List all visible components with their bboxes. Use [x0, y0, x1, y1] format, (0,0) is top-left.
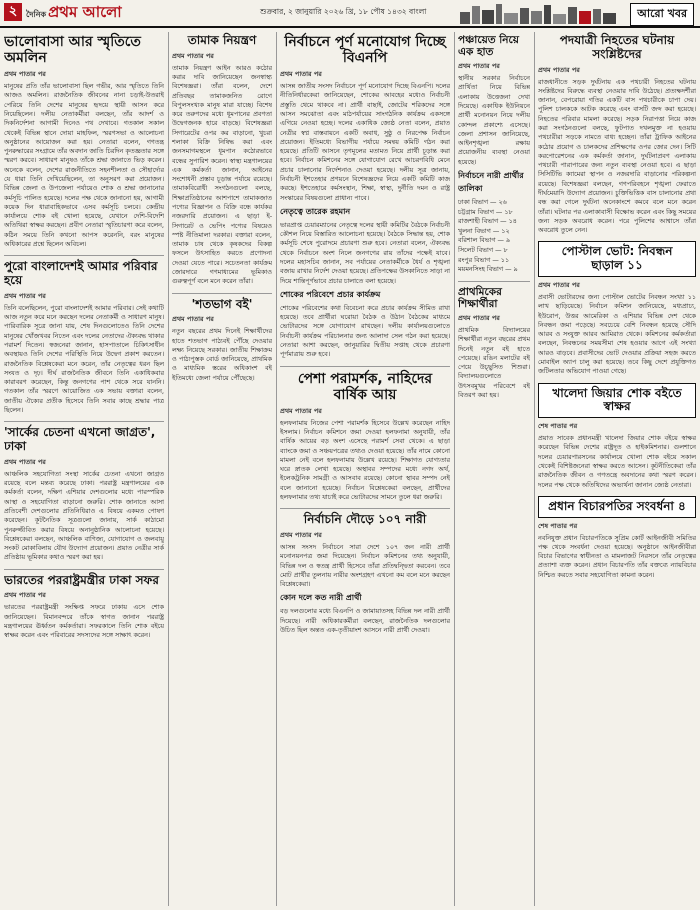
logo-prefix: দৈনিক	[26, 10, 47, 19]
headline[interactable]: পুরো বাংলাদেশই আমার পরিবার হয়ে	[4, 259, 158, 288]
headline[interactable]: ভারতের পররাষ্ট্রমন্ত্রীর ঢাকা সফর	[4, 572, 159, 587]
story-8	[280, 371, 450, 503]
byline: প্রথম পাতার পর	[4, 70, 46, 79]
masthead	[0, 0, 700, 28]
headline[interactable]: 'শতভাগ বই'	[191, 296, 253, 311]
byline: প্রথম পাতার পর	[538, 65, 580, 74]
story-body-3: শোকের পরিবেশের কথা বিবেচনা করে প্রচার কার্যক্রম সীমিত রাখা হয়েছে। তবে প্রার্থীরা ঘরোয়া বৈঠক ও উঠান বৈঠকের মাধ্যমে ভোটারদের সঙ্গে যোগাযোগ রাখছেন। দলীয় কার্যালয়গুলোতে নির্বাচনী কার্যক্রম পরিচালনার জন্য আলাদা সেল গঠন করা হয়েছে। নেতারা আশা করছেন, জানুয়ারির দ্বিতীয় সপ্তাহ থেকে প্রচারণা পূর্ণমাত্রায় শুরু হবে।	[280, 303, 450, 359]
story-body: তিনি বলেছিলেন, পুরো বাংলাদেশই আমার পরিবার। সেই কথাটি আজ নতুন করে মনে করছেন দলের নেতাকর্মী ও সাধারণ মানুষ। পারিবারিক সূত্রে জানা যায়, শেষ দিনগুলোতেও তিনি দেশের মানুষের খোঁজখবর নিতেন এবং দলের নেতাদের ঐক্যবদ্ধ থাকার পরামর্শ দিতেন। স্বজনেরা জানান, হাসপাতালে চিকিৎসাধীন অবস্থায়ও তিনি দেশের পরিস্থিতি নিয়ে উদ্বেগ প্রকাশ করতেন। রাজনৈতিক বিশ্লেষকেরা মনে করেন, তাঁর নেতৃত্বের ধরন ছিল সংযত ও দৃঢ়। দীর্ঘ রাজনৈতিক জীবনে তিনি একাধিকবার কারাবরণ করেছেন, কিন্তু জনগণের পাশ থেকে সরে যাননি। গতকাল তাঁর স্মরণে আয়োজিত এক সভায় বক্তারা বলেন, জাতীয় ঐক্যের প্রতীক হিসেবে তিনি সবার কাছে শ্রদ্ধার পাত্র ছিলেন।	[4, 303, 164, 414]
headline[interactable]: প্রাথমিকের শিক্ষার্থীরা	[458, 285, 502, 310]
story-body: রাজধানীতে সড়ক দুর্ঘটনায় এক পথচারী নিহতের ঘটনায় সংশ্লিষ্টদের বিরুদ্ধে ব্যবস্থা নেওয়ার দাবি উঠেছে। প্রত্যক্ষদর্শীরা জানান, বেপরোয়া গতির একটি বাস পথচারীকে চাপা দেয়। পুলিশ চালককে আটক করেছে এবং বাসটি জব্দ করা হয়েছে। নিহতের পরিবার মামলা করেছে। সড়ক নিরাপত্তা নিয়ে কাজ করা সংগঠনগুলো বলছে, ফুটপাত দখলমুক্ত না হওয়ায় পথচারীরা সড়কে নামতে বাধ্য হচ্ছেন। তাঁরা ট্রাফিক আইনের কঠোর প্রয়োগ ও চালকদের প্রশিক্ষণের ওপর জোর দেন। সিটি করপোরেশনের এক কর্মকর্তা জানান, দুর্ঘটনাপ্রবণ এলাকায় পথচারী পারাপারের জন্য নতুন ব্যবস্থা নেওয়া হবে। এ ছাড়া সিসিটিভি ক্যামেরা স্থাপন ও নজরদারি বাড়ানোর পরিকল্পনা রয়েছে। বিশেষজ্ঞরা বলছেন, গণপরিবহনে শৃঙ্খলা ফেরাতে দীর্ঘমেয়াদি উদ্যোগ প্রয়োজন। চুক্তিভিত্তিক বাস চালানোর প্রথা বন্ধ করা গেলে দুর্ঘটনা অনেকাংশে কমবে বলে মনে করেন তাঁরা। ঘটনার পর এলাকাবাসী বিক্ষোভ করেন এবং কিছু সময়ের জন্য সড়ক অবরোধ করেন। পরে পুলিশের আশ্বাসে তাঁরা অবরোধ তুলে নেন।	[538, 77, 696, 235]
byline: প্রথম পাতার পর	[4, 591, 46, 600]
divider	[172, 293, 272, 294]
subheading: কোন দলে কত নারী প্রার্থী	[280, 593, 362, 603]
story-body: প্রাথমিক বিদ্যালয়ের শিক্ষার্থীরা নতুন বছরের প্রথম দিনেই নতুন বই হাতে পেয়েছে। রঙিন মলাটের বই পেয়ে উচ্ছ্বসিত শিশুরা। বিদ্যালয়গুলোতে উৎসবমুখর পরিবেশে বই বিতরণ করা হয়।	[458, 325, 530, 399]
story-9	[280, 513, 450, 635]
dateline: শুক্রবার, ২ জানুয়ারি ২০২৬ খ্রি, ১৮ পৌষ ১৪৩২ বাংলা	[260, 7, 427, 16]
column-4	[458, 32, 530, 906]
story-2	[4, 260, 164, 415]
subheading: শোকের পরিবেশে প্রচার কার্যক্রম	[280, 289, 381, 299]
list-item: রংপুর বিভাগ — ১১	[458, 255, 510, 264]
headline[interactable]: নির্বাচনি দৌড়ে ১০৭ নারী	[303, 512, 427, 527]
divider	[4, 255, 164, 256]
list-title: নির্বাচনে নারী প্রার্থীর তালিকা	[458, 170, 524, 193]
story-body: প্রবাসী ভোটারদের জন্য পোস্টাল ভোটের নিবন্ধন সংখ্যা ১১ লাখ ছাড়িয়েছে। নির্বাচন কমিশন জানিয়েছে, মধ্যপ্রাচ্য, ইউরোপ, উত্তর আমেরিকা ও এশিয়ার বিভিন্ন দেশ থেকে নিবন্ধন জমা পড়েছে। সবচেয়ে বেশি নিবন্ধন হয়েছে সৌদি আরব ও সংযুক্ত আরব আমিরাত থেকে। কমিশনের কর্মকর্তারা বলছেন, নিবন্ধনের সময়সীমা শেষ হওয়ার আগে এই সংখ্যা আরও বাড়বে। প্রবাসীদের ভোট দেওয়ার প্রক্রিয়া সহজ করতে মোবাইল অ্যাপ চালু করা হয়েছে। তবে কিছু দেশে প্রযুক্তিগত জটিলতার অভিযোগ পাওয়া গেছে।	[538, 292, 696, 376]
divider	[4, 569, 164, 570]
byline: প্রথম পাতার পর	[280, 531, 322, 540]
column-rule	[168, 32, 169, 906]
story-body: আঞ্চলিক সহযোগিতা সংস্থা সার্কের চেতনা এখনো জাগ্রত রয়েছে বলে মন্তব্য করেছে ঢাকা। পররাষ্ট্র মন্ত্রণালয়ের এক কর্মকর্তা বলেন, দক্ষিণ এশিয়ার দেশগুলোর মধ্যে পারস্পরিক আস্থা ও সহযোগিতা বাড়ানো জরুরি। শোক জানাতে আসা প্রতিবেশী দেশগুলোর প্রতিনিধিরাও এ বিষয়ে একমত পোষণ করেছেন। কূটনৈতিক সূত্রগুলো জানায়, সার্ক কাঠামো পুনরুজ্জীবিত করার বিষয়ে অনানুষ্ঠানিক আলোচনা হয়েছে। বিশ্লেষকেরা বলছেন, আঞ্চলিক বাণিজ্য, যোগাযোগ ও জলবায়ু সংকট মোকাবিলায় যৌথ উদ্যোগ প্রয়োজন। প্রয়াত নেত্রীর সার্ক প্রতিষ্ঠায় ভূমিকার কথাও স্মরণ করা হয়।	[4, 469, 164, 562]
column-rule	[276, 32, 277, 906]
subheading: নেতৃত্বে তারেক রহমান	[280, 206, 351, 216]
story-body: তামাক নিয়ন্ত্রণ আইন আরও কঠোর করার দাবি জানিয়েছেন জনস্বাস্থ্য বিশেষজ্ঞরা। তাঁরা বলেন, দেশে প্রতিবছর তামাকজনিত রোগে বিপুলসংখ্যক মানুষ মারা যাচ্ছে। বিশেষ করে তরুণদের মধ্যে ধূমপানের প্রবণতা উদ্বেগজনক হারে বাড়ছে। বিশেষজ্ঞরা সিগারেটের ওপর কর বাড়ানো, খুচরা শলাকা বিক্রি নিষিদ্ধ করা এবং জনসমাগমস্থলে ধূমপান কঠোরভাবে বন্ধের সুপারিশ করেন। স্বাস্থ্য মন্ত্রণালয়ের এক কর্মকর্তা জানান, আইনের সংশোধনী প্রস্তাব চূড়ান্ত পর্যায়ে রয়েছে। তামাকবিরোধী সংগঠনগুলো বলছে, শিক্ষাপ্রতিষ্ঠানের আশপাশে তামাকজাত পণ্যের বিজ্ঞাপন ও বিক্রি বন্ধে কার্যকর নজরদারি প্রয়োজন। এ ছাড়া ই-সিগারেট ও ভেপিং পণ্যের বিষয়েও স্পষ্ট নীতিমালা দরকার। বক্তারা বলেন, তামাক চাষ থেকে কৃষকদের বিকল্প ফসলে উৎসাহিত করতে প্রণোদনা দেওয়া যেতে পারে। সচেতনতা কার্যক্রম জোরদারে গণমাধ্যমের ভূমিকাও গুরুত্বপূর্ণ বলে মনে করেন তাঁরা।	[172, 63, 272, 286]
story-body: স্থানীয় সরকার নির্বাচনে প্রার্থিতা নিয়ে বিভিন্ন এলাকায় উত্তেজনা দেখা দিয়েছে। একাধিক ইউনিয়নে প্রার্থী মনোনয়ন নিয়ে দলীয় কোন্দল প্রকাশ্যে এসেছে। জেলা প্রশাসন জানিয়েছে, আইনশৃঙ্খলা রক্ষায় প্রয়োজনীয় ব্যবস্থা নেওয়া হয়েছে।	[458, 74, 530, 166]
list-item: বরিশাল বিভাগ — ৯	[458, 236, 511, 245]
story-7	[280, 34, 450, 360]
story-4	[4, 574, 164, 641]
byline: প্রথম পাতার পর	[172, 51, 214, 60]
story-15	[538, 496, 696, 580]
column-1	[4, 32, 164, 906]
story-5	[172, 34, 272, 287]
column-rule	[454, 32, 455, 906]
story-body: হলফনামায় নিজের পেশা পরামর্শক হিসেবে উল্লেখ করেছেন নাহিদ ইসলাম। নির্বাচন কমিশনে জমা দেওয়া হলফনামা অনুযায়ী, তাঁর বার্ষিক আয়ের বড় অংশ এসেছে পরামর্শ সেবা থেকে। এ ছাড়া ব্যাংকে জমা ও সঞ্চয়পত্রের তথ্যও দেওয়া হয়েছে। তাঁর নামে কোনো মামলা নেই বলে হলফনামায় উল্লেখ রয়েছে। শিক্ষাগত যোগ্যতার ঘরে স্নাতক লেখা হয়েছে। অস্থাবর সম্পদের মধ্যে নগদ অর্থ, ইলেকট্রনিক সামগ্রী ও আসবাব রয়েছে। কোনো স্থাবর সম্পদ নেই বলে জানানো হয়েছে। নির্বাচন বিশ্লেষকেরা বলছেন, প্রার্থীদের হলফনামার তথ্য যাচাই করে ভোটারদের সামনে তুলে ধরা জরুরি।	[280, 418, 450, 501]
list-item: ময়মনসিংহ বিভাগ — ৯	[458, 265, 518, 274]
divider	[458, 281, 530, 282]
list-item: ঢাকা বিভাগ — ২৬	[458, 197, 507, 206]
divider	[280, 508, 450, 509]
section-label: আরো খবর	[630, 3, 694, 26]
headline[interactable]: তামাক নিয়ন্ত্রণ	[187, 33, 257, 47]
story-10	[458, 286, 530, 400]
story-body-2: বড় দলগুলোর মধ্যে বিএনপি ও জামায়াতসহ বিভিন্ন দল নারী প্রার্থী দিয়েছে। নারী অধিকারকর্মীরা বলছেন, রাজনৈতিক দলগুলোর উচিত ছিল অন্তত এক-তৃতীয়াংশ আসনে নারী প্রার্থী দেওয়া।	[280, 607, 450, 634]
story-body: মানুষের প্রতি তাঁর ভালোবাসা ছিল গভীর, আর স্মৃতিতে তিনি আজও অমলিন। রাজনৈতিক জীবনের নানা চড়াই-উতরাই পেরিয়ে তিনি দেশের মানুষের হৃদয়ে স্থায়ী আসন করে নিয়েছিলেন। দলীয় নেতাকর্মীরা বলছেন, তাঁর আদর্শ ও দিকনির্দেশনা আগামী দিনেও পথ দেখাবে। গতকাল সকাল থেকেই বিভিন্ন স্থানে দোয়া মাহফিল, স্মরণসভা ও আলোচনা অনুষ্ঠানের আয়োজন করা হয়। নেতারা বলেন, গণতন্ত্র পুনরুদ্ধারের সংগ্রামে তাঁর অবদান জাতি চিরদিন কৃতজ্ঞতার সঙ্গে স্মরণ করবে। সাধারণ মানুষও তাঁকে শ্রদ্ধা জানাতে ভিড় করেন। অনেকে বলেন, দেশের রাজনীতিতে সহনশীলতা ও সৌহার্দ্যের যে ধারা তিনি দেখিয়েছিলেন, তা অনুসরণ করা প্রয়োজন। বিভিন্ন জেলা ও উপজেলা পর্যায়েও শোক ও শ্রদ্ধা জানানোর কর্মসূচি পালিত হয়েছে। দলের পক্ষ থেকে জানানো হয়, আগামী কয়েক দিন ধারাবাহিকভাবে এসব কর্মসূচি চলবে। কেন্দ্রীয় কার্যালয়ে শোক বই খোলা হয়েছে, যেখানে দেশি-বিদেশি অতিথিরা স্বাক্ষর করছেন। প্রবীণ নেতারা স্মৃতিচারণা করে বলেন, কঠিন সময়ে তিনি কখনো আপস করেননি, বরং মানুষের অধিকারের প্রশ্নে ছিলেন অবিচল।	[4, 82, 164, 248]
headline[interactable]: ভালোবাসা আর স্মৃতিতে অমলিন	[4, 34, 141, 67]
story-12	[538, 34, 696, 235]
list-item: রাজশাহী বিভাগ — ১৪	[458, 217, 517, 226]
divider	[280, 366, 450, 367]
newspaper-logo[interactable]	[26, 2, 122, 25]
column-5	[538, 32, 696, 906]
story-13	[538, 241, 696, 376]
story-body: নবনিযুক্ত প্রধান বিচারপতিকে সুপ্রিম কোর্ট আইনজীবী সমিতির পক্ষ থেকে সংবর্ধনা দেওয়া হয়েছে। অনুষ্ঠানে আইনজীবীরা বিচার বিভাগের স্বাধীনতা ও মামলাজট নিরসনে তাঁর নেতৃত্বের প্রত্যাশা ব্যক্ত করেন। প্রধান বিচারপতি তাঁর বক্তব্যে ন্যায়বিচার নিশ্চিত করতে সবার সহযোগিতা কামনা করেন।	[538, 533, 696, 579]
story-11	[458, 34, 530, 275]
story-body: আসন্ন জাতীয় সংসদ নির্বাচনে পূর্ণ মনোযোগ দিচ্ছে বিএনপি। দলের নীতিনির্ধারকেরা জানিয়েছেন, শোকের আবহের মধ্যেও নির্বাচনী প্রস্তুতি থেমে থাকবে না। প্রার্থী বাছাই, জোটের শরিকদের সঙ্গে আসন সমঝোতা এবং মাঠপর্যায়ের সাংগঠনিক কার্যক্রম একসঙ্গে এগিয়ে নেওয়া হচ্ছে। দলের একাধিক জ্যেষ্ঠ নেতা বলেন, প্রয়াত নেত্রীর স্বপ্ন বাস্তবায়নে একটি অবাধ, সুষ্ঠু ও নিরপেক্ষ নির্বাচন প্রয়োজন। ইতিমধ্যে বিভাগীয় পর্যায়ে সমন্বয় কমিটি গঠন করা হয়েছে। প্রতিটি আসনে তৃণমূলের মতামত নিয়ে প্রার্থী চূড়ান্ত করা হবে। নির্বাচন কমিশনের সঙ্গে যোগাযোগ রেখে আচরণবিধি মেনে প্রচার চালানোর নির্দেশনাও দেওয়া হয়েছে। দলীয় সূত্র জানায়, নির্বাচনী ইশতেহার প্রণয়নে বিশেষজ্ঞদের নিয়ে একটি কমিটি কাজ করছে। ইশতেহারে কর্মসংস্থান, শিক্ষা, স্বাস্থ্য, দুর্নীতি দমন ও রাষ্ট্র সংস্কারের বিষয়গুলো প্রাধান্য পাবে।	[280, 82, 450, 202]
story-6	[172, 298, 272, 383]
headline[interactable]: পেশা পরামর্শক, নাহিদের বার্ষিক আয়	[297, 370, 433, 403]
story-body: আসন্ন সংসদ নির্বাচনে সারা দেশে ১০৭ জন নারী প্রার্থী মনোনয়নপত্র জমা দিয়েছেন। নির্বাচন কমিশনের তথ্য অনুযায়ী, বিভিন্ন দল ও স্বতন্ত্র প্রার্থী হিসেবে তাঁরা প্রতিদ্বন্দ্বিতা করবেন। তবে মোট প্রার্থীর তুলনায় নারীর অংশগ্রহণ এখনো কম বলে মনে করছেন বিশ্লেষকেরা।	[280, 543, 450, 589]
city-skyline-icon	[458, 2, 618, 24]
divider	[4, 421, 164, 422]
list-item: সিলেট বিভাগ — ৮	[458, 245, 508, 254]
headline[interactable]: নির্বাচনে পূর্ণ মনোযোগ দিচ্ছে বিএনপি	[284, 34, 446, 67]
story-3	[4, 426, 164, 562]
headline[interactable]: প্রধান বিচারপতির সংবর্ধনা ৪	[538, 496, 696, 518]
byline: প্রথম পাতার পর	[280, 406, 322, 415]
list-item: খুলনা বিভাগ — ১২	[458, 226, 510, 235]
byline: শেষ পাতার পর	[538, 422, 578, 431]
page-number-badge: ২	[4, 3, 22, 21]
byline: প্রথম পাতার পর	[280, 70, 322, 79]
column-rule	[534, 32, 535, 906]
headline[interactable]: 'সার্কের চেতনা এখনো জাগ্রত', ঢাকা	[4, 425, 156, 454]
byline: প্রথম পাতার পর	[538, 280, 580, 289]
headline[interactable]: পদযাত্রী নিহতের ঘটনায় সংশ্লিষ্টদের	[559, 33, 675, 61]
headline[interactable]: পঞ্চায়েত নিয়ে এক হাত	[458, 34, 519, 59]
byline: প্রথম পাতার পর	[4, 457, 46, 466]
byline: প্রথম পাতার পর	[458, 313, 500, 322]
story-body: নতুন বছরের প্রথম দিনেই শিক্ষার্থীদের হাতে শতভাগ পাঠ্যবই পৌঁছে দেওয়ার লক্ষ্য নিয়েছে সরকার। জাতীয় শিক্ষাক্রম ও পাঠ্যপুস্তক বোর্ড জানিয়েছে, প্রাথমিক ও মাধ্যমিক স্তরের অধিকাংশ বই ইতিমধ্যে জেলা পর্যায়ে পৌঁছেছে।	[172, 327, 272, 382]
story-1	[4, 34, 164, 249]
story-body-2: ভারপ্রাপ্ত চেয়ারম্যানের নেতৃত্বে দলের স্থায়ী কমিটির বৈঠকে নির্বাচনী কৌশল নিয়ে বিস্তারিত আলোচনা হয়েছে। বৈঠকে সিদ্ধান্ত হয়, শোক কর্মসূচি শেষে পুরোদমে প্রচারণা শুরু হবে। নেতারা বলেন, ঐক্যবদ্ধ থেকে নির্বাচনে অংশ নিলে জনগণের রায় তাঁদের পক্ষেই যাবে। দলের মহাসচিব জানান, সব পর্যায়ের নেতাকর্মীকে ধৈর্য ও শৃঙ্খলা বজায় রাখার নির্দেশ দেওয়া হয়েছে। প্রতিপক্ষের উসকানিতে সাড়া না দিয়ে শান্তিপূর্ণভাবে প্রচার চালাতে বলা হয়েছে।	[280, 220, 450, 285]
byline: শেষ পাতার পর	[538, 521, 578, 530]
story-body: প্রয়াত সাবেক প্রধানমন্ত্রী খালেদা জিয়ার শোক বইয়ে স্বাক্ষর করেছেন বিভিন্ন দেশের রাষ্ট্রদূত ও হাইকমিশনার। গুলশানে দলের চেয়ারপারসনের কার্যালয়ে খোলা শোক বইয়ে সকাল থেকেই বিশিষ্টজনেরা স্বাক্ষর করতে আসেন। কূটনীতিকেরা তাঁর রাজনৈতিক জীবন ও গণতন্ত্রে অবদানের কথা স্মরণ করেন। দলের পক্ষ থেকে অতিথিদের অভ্যর্থনা জানান জ্যেষ্ঠ নেতারা।	[538, 434, 696, 489]
column-2	[172, 32, 272, 906]
story-14	[538, 383, 696, 490]
byline: প্রথম পাতার পর	[458, 62, 500, 71]
list-item: চট্টগ্রাম বিভাগ — ১৮	[458, 207, 513, 216]
byline: প্রথম পাতার পর	[4, 291, 46, 300]
story-body: ভারতের পররাষ্ট্রমন্ত্রী সংক্ষিপ্ত সফরে ঢাকায় এসে শোক জানিয়েছেন। বিমানবন্দরে তাঁকে স্বাগত জানান পররাষ্ট্র মন্ত্রণালয়ের ঊর্ধ্বতন কর্মকর্তারা। সফরকালে তিনি শোক বইয়ে স্বাক্ষর করেন এবং পরিবারের সদস্যদের সঙ্গে সাক্ষাৎ করেন।	[4, 603, 164, 640]
headline[interactable]: খালেদা জিয়ার শোক বইতে স্বাক্ষর	[538, 383, 696, 419]
byline: প্রথম পাতার পর	[172, 315, 214, 324]
candidate-list	[458, 198, 530, 275]
headline[interactable]: পোস্টাল ভোট: নিবন্ধন ছাড়াল ১১	[538, 241, 696, 277]
column-3	[280, 32, 450, 906]
logo-text: প্রথম আলো	[48, 3, 122, 21]
